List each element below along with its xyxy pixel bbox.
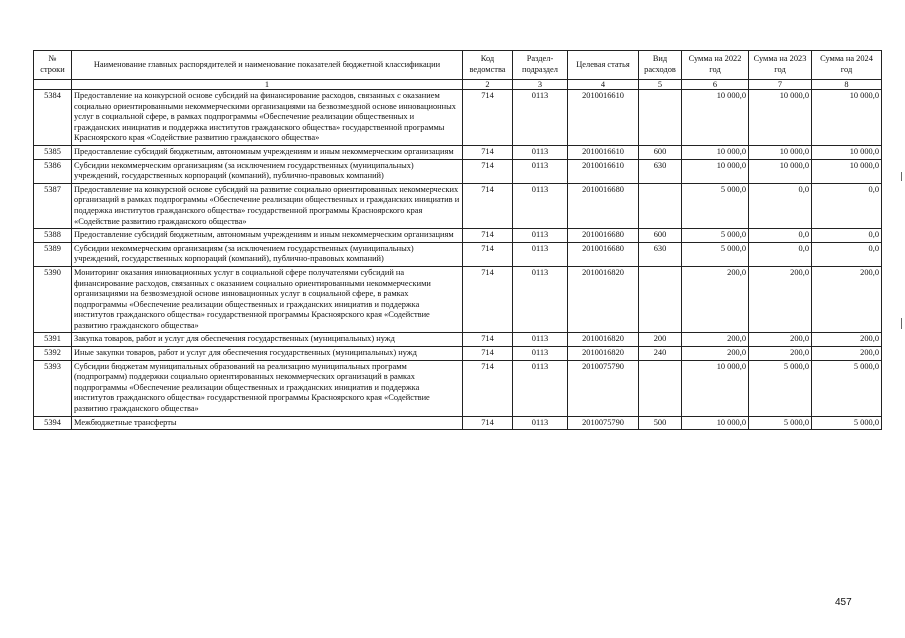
department-code: 714 (463, 360, 513, 416)
row-number: 5384 (34, 90, 72, 146)
table-row (34, 347, 882, 361)
row-name: Иные закупки товаров, работ и услуг для обеспечения государственных (муниципальных) нужд (72, 347, 463, 361)
amount-2022: 10 000,0 (682, 159, 749, 183)
amount-2024: 0,0 (812, 229, 882, 243)
row-name: Мониторинг оказания инновационных услуг в социальной сфере получателями субсидий на финансирование расходов, связанных с оказанием социально ориентированными некоммерческими организациями на безвозмездной основе инновационных услуг в социальной сфере, в рамках подпрограммы «Обеспечение реализации общественных и гражданских инициатив и поддержка институтов гражданского общества» государственной программы Красноярского края «Содействие развитию гражданского общества» (72, 266, 463, 333)
amount-2023: 200,0 (749, 333, 812, 347)
amount-2022: 5 000,0 (682, 183, 749, 228)
row-name: Предоставление субсидий бюджетным, автономным учреждениям и иным некоммерческим организациям (72, 229, 463, 243)
section-code: 0113 (513, 229, 568, 243)
column-number-cell: 5 (639, 80, 682, 90)
row-name: Предоставление на конкурсной основе субсидий на финансирование расходов, связанных с оказанием социально ориентированными некоммерческими организациями на безвозмездной основе инновационных услуг в социальной сфере, в рамках подпрограммы «Обеспечение реализации общественных и гражданских инициатив и поддержка институтов гражданского общества» государственной программы Красноярского края «Содействие развитию гражданского общества» (72, 90, 463, 146)
section-code: 0113 (513, 183, 568, 228)
column-number-row (34, 80, 882, 90)
department-code: 714 (463, 145, 513, 159)
row-number: 5385 (34, 145, 72, 159)
section-code: 0113 (513, 159, 568, 183)
amount-2022: 200,0 (682, 266, 749, 333)
target-article: 2010016610 (568, 145, 639, 159)
department-code: 714 (463, 266, 513, 333)
header-cell: Сумма на 2023 год (749, 51, 812, 80)
row-number: 5391 (34, 333, 72, 347)
row-number: 5386 (34, 159, 72, 183)
amount-2023: 5 000,0 (749, 416, 812, 430)
header-cell: Вид расходов (639, 51, 682, 80)
target-article: 2010016820 (568, 333, 639, 347)
department-code: 714 (463, 159, 513, 183)
amount-2022: 10 000,0 (682, 90, 749, 146)
amount-2023: 200,0 (749, 266, 812, 333)
section-code: 0113 (513, 416, 568, 430)
budget-table (33, 50, 882, 430)
amount-2023: 200,0 (749, 347, 812, 361)
target-article: 2010016680 (568, 229, 639, 243)
department-code: 714 (463, 183, 513, 228)
table-row (34, 333, 882, 347)
target-article: 2010016610 (568, 159, 639, 183)
table-row (34, 266, 882, 333)
section-code: 0113 (513, 347, 568, 361)
department-code: 714 (463, 416, 513, 430)
row-number: 5393 (34, 360, 72, 416)
expense-type: 600 (639, 145, 682, 159)
amount-2023: 0,0 (749, 183, 812, 228)
column-number-cell: 3 (513, 80, 568, 90)
amount-2023: 10 000,0 (749, 90, 812, 146)
amount-2022: 200,0 (682, 333, 749, 347)
amount-2022: 200,0 (682, 347, 749, 361)
expense-type (639, 183, 682, 228)
row-name: Предоставление субсидий бюджетным, автономным учреждениям и иным некоммерческим организациям (72, 145, 463, 159)
header-cell: № строки (34, 51, 72, 80)
table-row (34, 90, 882, 146)
target-article: 2010016610 (568, 90, 639, 146)
table-row (34, 159, 882, 183)
expense-type (639, 360, 682, 416)
target-article: 2010016680 (568, 242, 639, 266)
expense-type: 500 (639, 416, 682, 430)
header-cell: Код ведомства (463, 51, 513, 80)
row-name: Субсидии некоммерческим организациям (за исключением государственных (муниципальных) учреждений, государственных корпораций (компаний), публично-правовых компаний) (72, 159, 463, 183)
amount-2023: 0,0 (749, 242, 812, 266)
amount-2024: 0,0 (812, 242, 882, 266)
table-row (34, 360, 882, 416)
target-article: 2010075790 (568, 416, 639, 430)
section-code: 0113 (513, 242, 568, 266)
row-number: 5387 (34, 183, 72, 228)
target-article: 2010075790 (568, 360, 639, 416)
header-cell: Раздел-подраздел (513, 51, 568, 80)
amount-2022: 10 000,0 (682, 360, 749, 416)
expense-type: 630 (639, 242, 682, 266)
row-number: 5392 (34, 347, 72, 361)
row-name: Закупка товаров, работ и услуг для обеспечения государственных (муниципальных) нужд (72, 333, 463, 347)
table-row (34, 242, 882, 266)
scan-edge-mark (901, 172, 902, 181)
amount-2023: 10 000,0 (749, 159, 812, 183)
expense-type (639, 90, 682, 146)
column-number-cell: 1 (72, 80, 463, 90)
column-number-cell: 6 (682, 80, 749, 90)
expense-type: 240 (639, 347, 682, 361)
table-row (34, 183, 882, 228)
amount-2024: 5 000,0 (812, 416, 882, 430)
section-code: 0113 (513, 145, 568, 159)
target-article: 2010016820 (568, 266, 639, 333)
amount-2023: 5 000,0 (749, 360, 812, 416)
column-number-cell (34, 80, 72, 90)
page-number: 457 (835, 597, 852, 608)
row-name: Межбюджетные трансферты (72, 416, 463, 430)
amount-2024: 200,0 (812, 266, 882, 333)
amount-2024: 0,0 (812, 183, 882, 228)
row-number: 5394 (34, 416, 72, 430)
target-article: 2010016820 (568, 347, 639, 361)
department-code: 714 (463, 229, 513, 243)
department-code: 714 (463, 333, 513, 347)
amount-2024: 200,0 (812, 333, 882, 347)
table-row (34, 416, 882, 430)
amount-2024: 10 000,0 (812, 159, 882, 183)
table-row (34, 229, 882, 243)
header-cell: Наименование главных распорядителей и наименование показателей бюджетной классификации (72, 51, 463, 80)
column-number-cell: 2 (463, 80, 513, 90)
amount-2024: 10 000,0 (812, 90, 882, 146)
amount-2024: 200,0 (812, 347, 882, 361)
expense-type: 200 (639, 333, 682, 347)
amount-2022: 10 000,0 (682, 145, 749, 159)
section-code: 0113 (513, 90, 568, 146)
expense-type: 630 (639, 159, 682, 183)
amount-2022: 5 000,0 (682, 229, 749, 243)
column-number-cell: 8 (812, 80, 882, 90)
row-number: 5389 (34, 242, 72, 266)
header-cell: Сумма на 2024 год (812, 51, 882, 80)
scan-edge-mark (901, 318, 902, 329)
amount-2023: 0,0 (749, 229, 812, 243)
column-number-cell: 4 (568, 80, 639, 90)
amount-2023: 10 000,0 (749, 145, 812, 159)
row-name: Предоставление на конкурсной основе субсидий на развитие социально ориентированных некоммерческих организаций в рамках подпрограммы «Обеспечение реализации общественных и гражданских инициатив и поддержка институтов гражданского общества» государственной программы Красноярского края «Содействие развитию гражданского общества» (72, 183, 463, 228)
department-code: 714 (463, 242, 513, 266)
header-cell: Целевая статья (568, 51, 639, 80)
amount-2022: 5 000,0 (682, 242, 749, 266)
header-row (34, 51, 882, 80)
amount-2022: 10 000,0 (682, 416, 749, 430)
row-name: Субсидии бюджетам муниципальных образований на реализацию муниципальных программ (подпрограмм) поддержки социально ориентированных некоммерческих организаций в рамках подпрограммы «Обеспечение реализации общественных и гражданских инициатив и поддержка институтов гражданского общества» государственной программы Красноярского края «Содействие развитию гражданского общества» (72, 360, 463, 416)
section-code: 0113 (513, 333, 568, 347)
header-cell: Сумма на 2022 год (682, 51, 749, 80)
expense-type: 600 (639, 229, 682, 243)
column-number-cell: 7 (749, 80, 812, 90)
expense-type (639, 266, 682, 333)
amount-2024: 10 000,0 (812, 145, 882, 159)
department-code: 714 (463, 347, 513, 361)
section-code: 0113 (513, 360, 568, 416)
department-code: 714 (463, 90, 513, 146)
row-number: 5388 (34, 229, 72, 243)
section-code: 0113 (513, 266, 568, 333)
amount-2024: 5 000,0 (812, 360, 882, 416)
target-article: 2010016680 (568, 183, 639, 228)
table-row (34, 145, 882, 159)
row-name: Субсидии некоммерческим организациям (за исключением государственных (муниципальных) учреждений, государственных корпораций (компаний), публично-правовых компаний) (72, 242, 463, 266)
row-number: 5390 (34, 266, 72, 333)
